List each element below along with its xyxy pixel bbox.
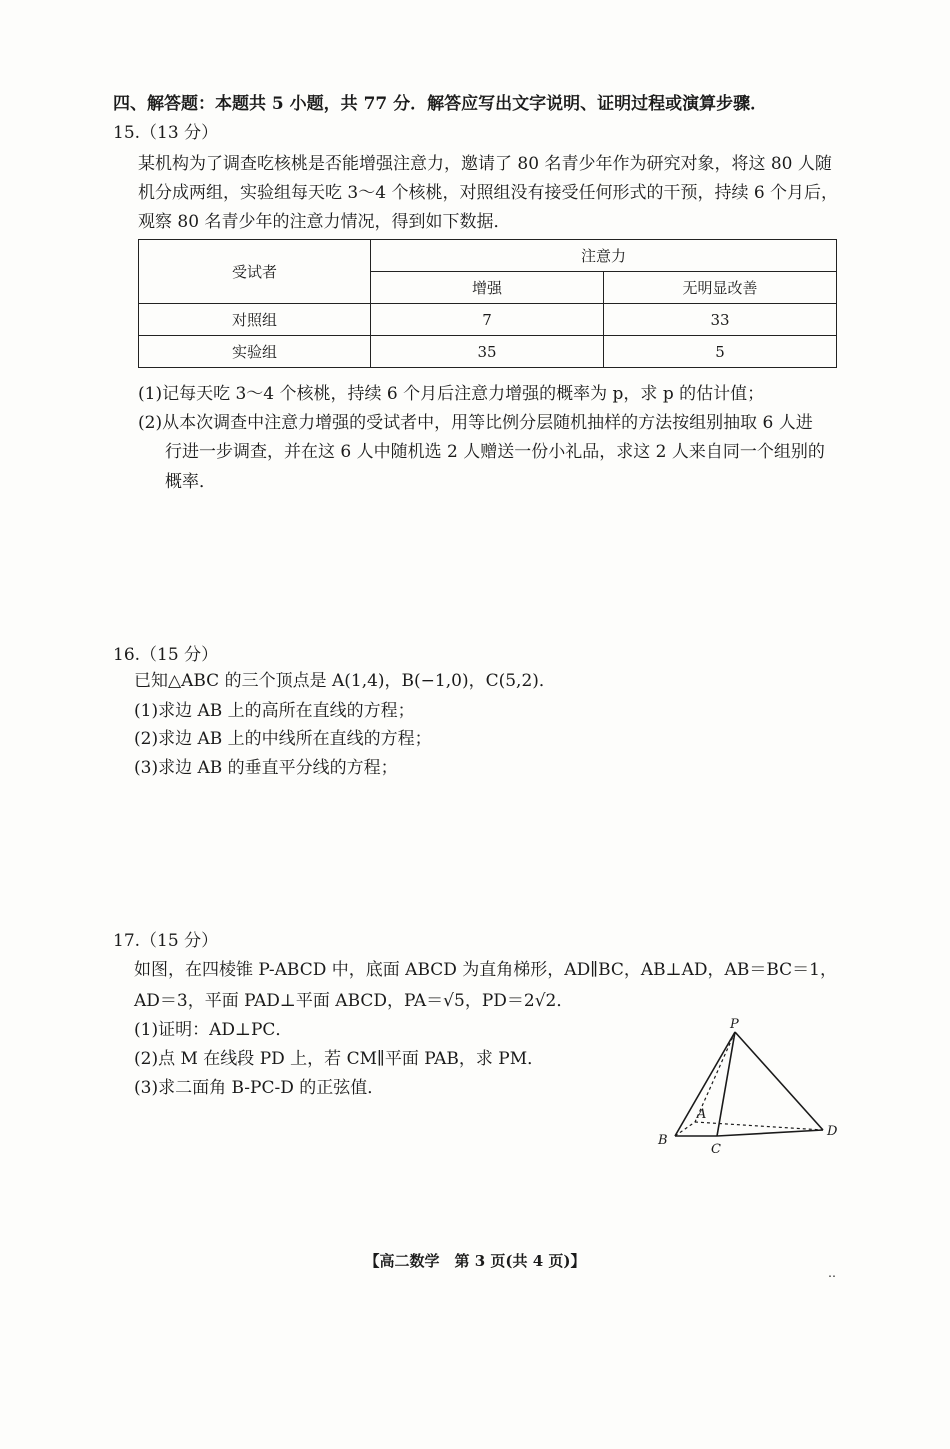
page-footer: 【高二数学 第 3 页(共 4 页)】	[364, 1252, 586, 1270]
edge-ad-hidden	[695, 1122, 823, 1130]
pyramid-figure	[650, 1012, 850, 1162]
q16-part-1: (1)求边 AB 上的高所在直线的方程；	[134, 701, 415, 721]
label-p: P	[730, 1017, 739, 1032]
row-label: 对照组	[139, 304, 371, 336]
q15-part-2-line-1: (2)从本次调查中注意力增强的受试者中，用等比例分层随机抽样的方法按组别抽取 6 人进	[138, 413, 813, 433]
q17-stem-line-1: 如图，在四棱锥 P-ABCD 中，底面 ABCD 为直角梯形，AD∥BC，AB⊥AD，AB＝BC＝1，	[134, 960, 837, 980]
header-enhanced: 增强	[370, 272, 603, 304]
table-row	[139, 304, 837, 336]
q15-number: 15.（13 分）	[113, 123, 219, 143]
q15-part-2-line-2: 行进一步调查，并在这 6 人中随机选 2 人赠送一份小礼品，求这 2 人来自同一个组别的	[165, 442, 825, 462]
edge-pd	[735, 1032, 823, 1130]
q15-intro-line-2: 机分成两组，实验组每天吃 3～4 个核桃，对照组没有接受任何形式的干预，持续 6 个月后，	[138, 183, 839, 203]
q15-intro-line-3: 观察 80 名青少年的注意力情况，得到如下数据．	[138, 212, 511, 232]
q16-part-3: (3)求边 AB 的垂直平分线的方程；	[134, 758, 398, 778]
q15-part-2-line-3: 概率．	[165, 472, 216, 492]
label-a: A	[697, 1107, 707, 1122]
q16-part-2: (2)求边 AB 上的中线所在直线的方程；	[134, 729, 432, 749]
header-subjects: 受试者	[139, 240, 371, 304]
q16-stem: 已知△ABC 的三个顶点是 A(1,4)，B(−1,0)，C(5,2)．	[134, 671, 556, 691]
cell-value: 33	[603, 304, 836, 336]
label-b: B	[658, 1133, 668, 1148]
table-header-row	[139, 240, 837, 272]
q17-stem-line-2: AD＝3，平面 PAD⊥平面 ABCD，PA＝√5，PD＝2√2．	[134, 991, 574, 1011]
header-no-improvement: 无明显改善	[603, 272, 836, 304]
label-d: D	[827, 1124, 838, 1139]
cell-value: 35	[370, 336, 603, 368]
corner-mark: ‥	[828, 1266, 837, 1280]
cell-value: 7	[370, 304, 603, 336]
q15-part-1: (1)记每天吃 3～4 个核桃，持续 6 个月后注意力增强的概率为 p，求 p 的估计值；	[138, 384, 765, 404]
q17-part-3: (3)求二面角 B-PC-D 的正弦值．	[134, 1078, 385, 1098]
header-attention: 注意力	[370, 240, 836, 272]
q17-number: 17.（15 分）	[113, 931, 219, 951]
edge-cd	[717, 1130, 823, 1136]
q17-part-2: (2)点 M 在线段 PD 上，若 CM∥平面 PAB，求 PM．	[134, 1049, 545, 1069]
section-header: 四、解答题：本题共 5 小题，共 77 分．解答应写出文字说明、证明过程或演算步骤．	[113, 94, 768, 114]
q17-part-1: (1)证明：AD⊥PC．	[134, 1020, 293, 1040]
q15-intro-line-1: 某机构为了调查吃核桃是否能增强注意力，邀请了 80 名青少年作为研究对象，将这 80 人随	[138, 154, 832, 174]
label-c: C	[711, 1142, 721, 1157]
table-row	[139, 336, 837, 368]
edge-ba-hidden	[675, 1122, 695, 1136]
q16-number: 16.（15 分）	[113, 645, 219, 665]
cell-value: 5	[603, 336, 836, 368]
row-label: 实验组	[139, 336, 371, 368]
attention-data-table	[138, 239, 837, 368]
